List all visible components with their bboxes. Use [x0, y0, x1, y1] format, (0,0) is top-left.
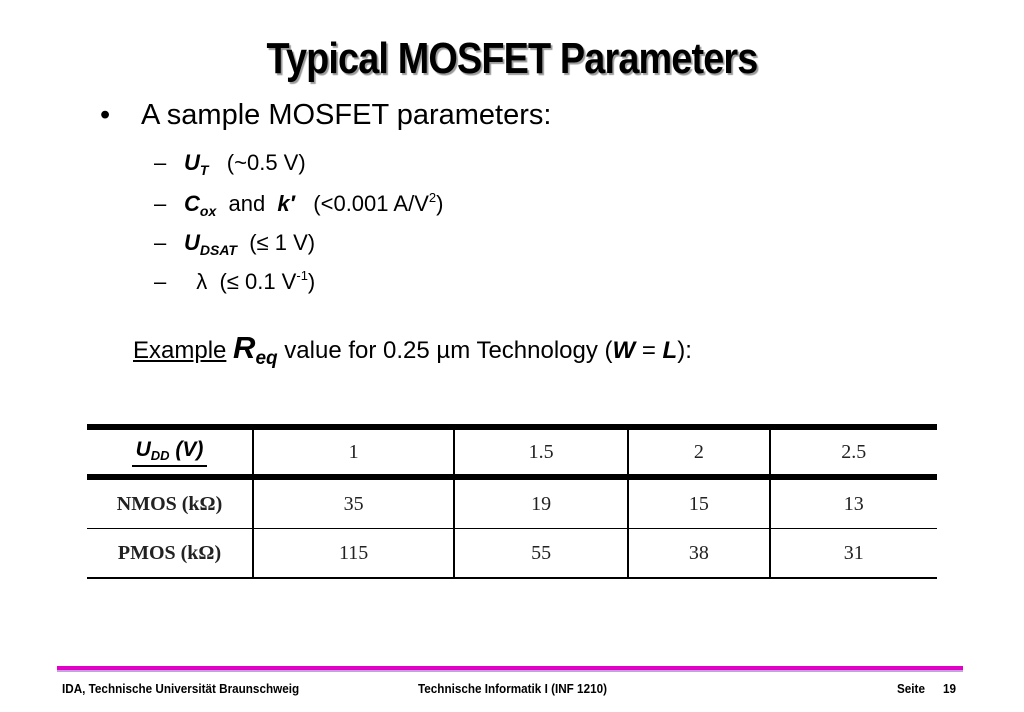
param-item-ut: – $U_T$ (~0.5 V): [154, 150, 306, 178]
param-item-lambda: – λ (≤ 0.1 $V^{-1}$): [154, 268, 316, 294]
column-header: 1.5: [454, 427, 628, 477]
table-cell: 15: [628, 477, 770, 529]
table-cell: 19: [454, 477, 628, 529]
column-header: 1: [253, 427, 454, 477]
udd-label: $U_{DD}$ (V): [132, 438, 208, 467]
slide-title: Typical MOSFET Parameters: [266, 34, 758, 83]
udd-header-cell: [87, 427, 253, 477]
bullet-marker: •: [100, 99, 111, 131]
param-item-cox: – $C_{ox}$ and k′ (<0.001 $A/V^2$): [154, 190, 444, 219]
table-cell: 115: [253, 529, 454, 579]
footer-divider-shadow: [57, 670, 963, 672]
column-header: 2.5: [770, 427, 937, 477]
column-header: 2: [628, 427, 770, 477]
footer-page-label: Seite: [897, 681, 925, 696]
param-item-udsat: – $U_{DSAT}$ (≤ 1 V): [154, 230, 316, 258]
footer-page-number: 19: [943, 681, 957, 696]
footer-course: Technische Informatik I (INF 1210): [418, 681, 607, 696]
bullet-text: A sample MOSFET parameters:: [141, 99, 552, 131]
example-caption: Example $R_{eq}$ value for 0.25 µm Technology (W = L):: [133, 330, 692, 369]
row-label: PMOS (kΩ): [87, 529, 253, 579]
table-row-nmos: [87, 477, 937, 529]
table-cell: 31: [770, 529, 937, 579]
table-cell: 38: [628, 529, 770, 579]
table-row-pmos: [87, 529, 937, 579]
row-label: NMOS (kΩ): [87, 477, 253, 529]
req-table: [87, 424, 937, 579]
table-header-row: [87, 427, 937, 477]
table-cell: 55: [454, 529, 628, 579]
table-cell: 13: [770, 477, 937, 529]
footer-institution: IDA, Technische Universität Braunschweig: [62, 681, 300, 696]
table-cell: 35: [253, 477, 454, 529]
